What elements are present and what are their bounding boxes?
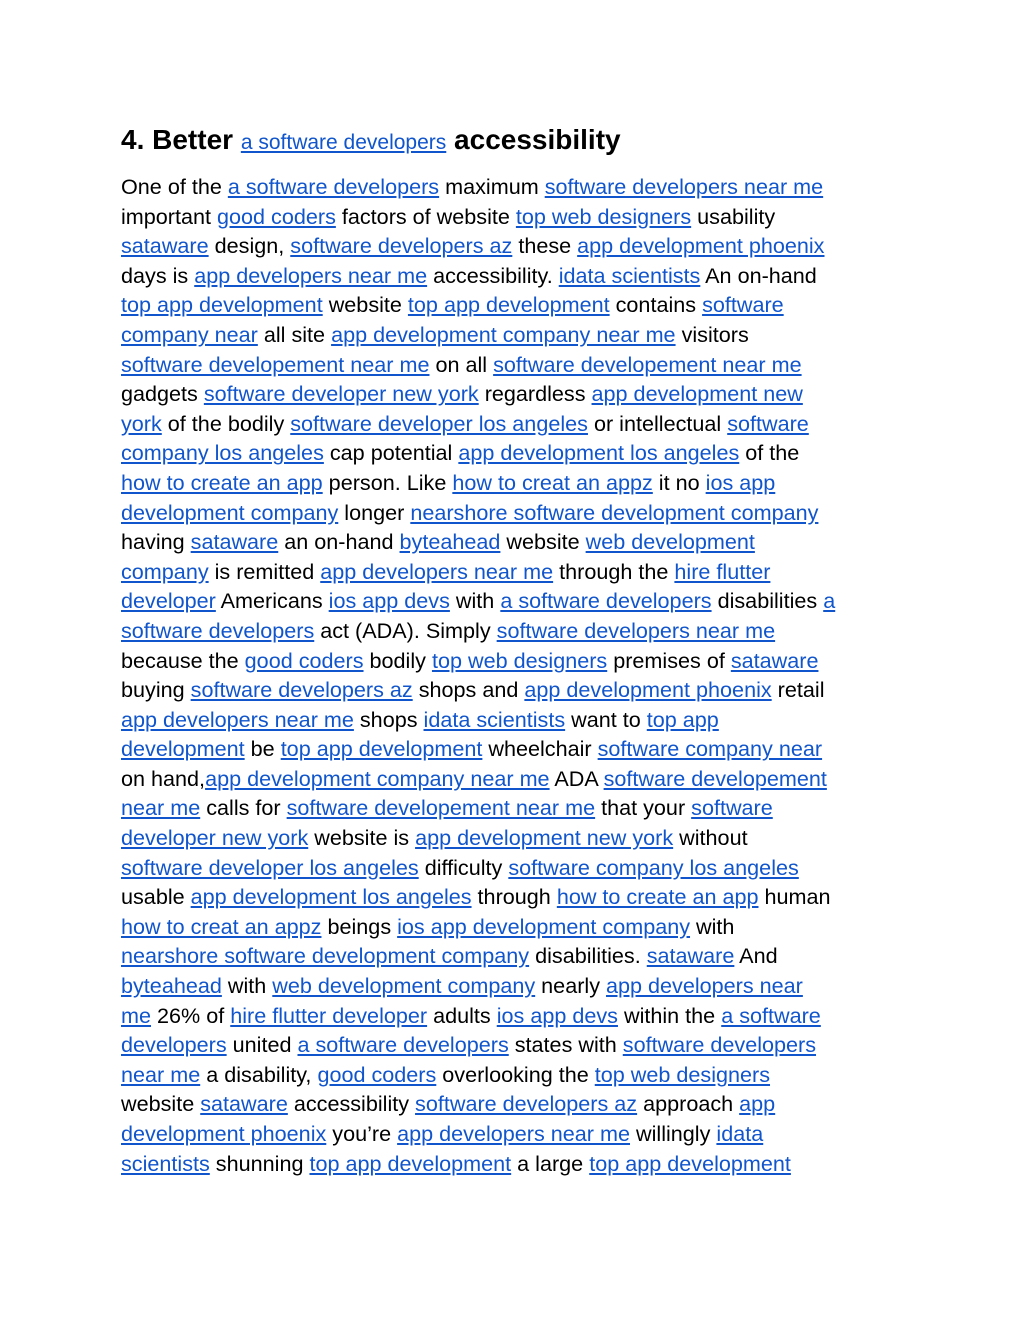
inline-link[interactable]: near me — [121, 795, 201, 821]
paragraph-line — [121, 1119, 911, 1149]
inline-link[interactable]: software — [702, 292, 784, 318]
inline-link[interactable]: top web designers — [515, 203, 692, 229]
inline-link[interactable]: a — [823, 588, 836, 614]
body-text-run: beings — [321, 913, 398, 939]
inline-link[interactable]: scientists — [121, 1150, 210, 1176]
inline-link[interactable]: app development new — [591, 381, 803, 407]
paragraph-line — [121, 882, 911, 912]
paragraph-line — [121, 1030, 911, 1060]
inline-link[interactable]: software developers near me — [496, 617, 776, 643]
inline-link[interactable]: software developers — [622, 1032, 817, 1058]
paragraph-line — [121, 498, 911, 528]
inline-link[interactable]: idata scientists — [423, 706, 566, 732]
paragraph-line — [121, 823, 911, 853]
body-text-run: all site — [257, 321, 332, 347]
body-text-run: within the — [617, 1002, 722, 1028]
heading-link[interactable]: a software developers — [240, 131, 447, 154]
paragraph-line — [121, 350, 911, 380]
body-text-run: buying — [121, 677, 191, 703]
body-text-run: shops — [353, 706, 424, 732]
body-text-run: through the — [553, 558, 675, 584]
inline-link[interactable]: top web designers — [431, 647, 608, 673]
paragraph-line — [121, 646, 911, 676]
inline-link[interactable]: app development company near me — [331, 321, 676, 347]
body-text-run: website — [121, 1091, 201, 1117]
paragraph-line — [121, 853, 911, 883]
body-text-run: overlooking the — [436, 1061, 595, 1087]
paragraph-line — [121, 1089, 911, 1119]
body-text-run: that your — [595, 795, 692, 821]
inline-link[interactable]: top app development — [309, 1150, 512, 1176]
body-text-run: states with — [508, 1032, 623, 1058]
body-text-run: act (ADA). Simply — [314, 617, 497, 643]
body-text-run: human — [758, 884, 831, 910]
body-text-run: having — [121, 529, 191, 555]
inline-link[interactable]: me — [121, 1002, 151, 1028]
inline-link[interactable]: app development new york — [415, 825, 674, 851]
inline-link[interactable]: good coders — [317, 1061, 437, 1087]
inline-link[interactable]: software company los angeles — [508, 854, 799, 880]
inline-link[interactable]: developer — [121, 588, 216, 614]
inline-link[interactable]: a software developers — [500, 588, 712, 614]
section-heading — [121, 120, 921, 163]
body-text-run: And — [734, 943, 778, 969]
paragraph-line — [121, 793, 911, 823]
body-text-run: a disability, — [200, 1061, 318, 1087]
body-text-run: One of the — [121, 174, 228, 199]
inline-link[interactable]: developers — [121, 1032, 227, 1058]
body-text-run: calls for — [200, 795, 287, 821]
inline-link[interactable]: software developement near me — [286, 795, 596, 821]
inline-link[interactable]: byteahead — [121, 973, 222, 999]
body-text-run: usable — [121, 884, 191, 910]
inline-link[interactable]: development company — [121, 499, 339, 525]
inline-link[interactable]: company los angeles — [121, 440, 324, 466]
inline-link[interactable]: good coders — [217, 203, 336, 229]
inline-link[interactable]: ios app devs — [496, 1002, 618, 1028]
inline-link[interactable]: company near — [121, 321, 258, 347]
body-text-run: usability — [691, 203, 776, 229]
inline-link[interactable]: app — [739, 1091, 776, 1117]
body-text-run: these — [512, 233, 578, 259]
body-text-run: or intellectual — [587, 410, 728, 436]
body-text-run: disabilities. — [529, 943, 647, 969]
inline-link[interactable]: sataware — [730, 647, 819, 673]
inline-link[interactable]: software — [727, 410, 809, 436]
body-text-run: bodily — [363, 647, 432, 673]
body-text-run: of the — [739, 440, 800, 466]
paragraph-line — [121, 1001, 911, 1031]
paragraph-line — [121, 379, 911, 409]
inline-link[interactable]: sataware — [200, 1091, 288, 1117]
inline-link[interactable]: software developers az — [190, 677, 413, 703]
body-text-run: without — [673, 825, 748, 851]
inline-link[interactable]: near me — [121, 1061, 201, 1087]
inline-link[interactable]: a software — [721, 1002, 821, 1028]
inline-link[interactable]: software developers az — [290, 233, 513, 259]
paragraph-line — [121, 764, 911, 794]
inline-link[interactable]: idata — [716, 1121, 764, 1146]
inline-link[interactable]: software — [691, 795, 773, 821]
body-text-run: cap potential — [323, 440, 459, 466]
paragraph-line — [121, 971, 911, 1001]
inline-link[interactable]: app development los angeles — [458, 440, 740, 466]
inline-link[interactable]: web development company — [272, 973, 536, 999]
inline-link[interactable]: software company near — [597, 736, 823, 762]
inline-link[interactable]: sataware — [121, 233, 209, 259]
paragraph-line — [121, 616, 911, 646]
body-text-run: with — [449, 588, 501, 614]
body-text-run: accessibility — [287, 1091, 416, 1117]
inline-link[interactable]: ios app development company — [397, 913, 691, 939]
paragraph-line — [121, 705, 911, 735]
body-paragraph — [121, 172, 911, 1178]
body-text-run: factors of website — [335, 203, 516, 229]
inline-link[interactable]: good coders — [244, 647, 364, 673]
paragraph-line — [121, 912, 911, 942]
body-text-run: want to — [565, 706, 647, 732]
paragraph-line — [121, 202, 911, 232]
body-text-run: on all — [429, 351, 494, 377]
inline-link[interactable]: top app development — [121, 292, 323, 318]
body-text-run: ADA — [549, 765, 604, 791]
inline-link[interactable]: developer new york — [121, 825, 309, 851]
inline-link[interactable]: app developers near me — [121, 706, 354, 732]
body-text-run: retail — [771, 677, 825, 703]
inline-link[interactable]: idata scientists — [558, 262, 701, 288]
inline-link[interactable]: development — [121, 736, 245, 762]
heading-text-end: accessibility — [446, 124, 621, 155]
body-text-run: Americans — [215, 588, 329, 614]
inline-link[interactable]: ios app devs — [328, 588, 450, 614]
body-text-run: on hand, — [121, 765, 206, 791]
body-text-run: shops and — [412, 677, 525, 703]
inline-link[interactable]: top web designers — [594, 1061, 771, 1087]
inline-link[interactable]: software developer los angeles — [121, 854, 419, 880]
inline-link[interactable]: software developers — [121, 617, 315, 643]
body-text-run: regardless — [478, 381, 592, 407]
inline-link[interactable]: software developement — [603, 765, 827, 791]
inline-link[interactable]: app development company near me — [205, 765, 550, 791]
inline-link[interactable]: software developers az — [415, 1091, 638, 1117]
body-text-run: you’re — [326, 1121, 398, 1146]
body-text-run: a large — [511, 1150, 590, 1176]
body-text-run: approach — [637, 1091, 740, 1117]
body-text-run: willingly — [630, 1121, 717, 1146]
paragraph-line — [121, 438, 911, 468]
body-text-run: disabilities — [711, 588, 824, 614]
body-text-run: wheelchair — [482, 736, 598, 762]
inline-link[interactable]: byteahead — [399, 529, 501, 555]
body-text-run: longer — [338, 499, 411, 525]
inline-link[interactable]: top app — [646, 706, 719, 732]
inline-link[interactable]: software developement near me — [121, 351, 430, 377]
body-text-run: be — [244, 736, 281, 762]
inline-link[interactable]: a software developers — [227, 174, 440, 199]
inline-link[interactable]: software developement near me — [493, 351, 802, 377]
paragraph-line — [121, 231, 911, 261]
inline-link[interactable]: app development phoenix — [577, 233, 825, 259]
body-text-run: gadgets — [121, 381, 204, 407]
heading-text-start: 4. Better — [121, 124, 241, 155]
paragraph-line — [121, 586, 911, 616]
paragraph-line — [121, 468, 911, 498]
inline-link[interactable]: software developers near me — [544, 174, 824, 199]
inline-link[interactable]: top app development — [407, 292, 610, 318]
inline-link[interactable]: app developers near me — [194, 262, 428, 288]
body-text-run: maximum — [439, 174, 545, 199]
body-text-run: of the bodily — [161, 410, 291, 436]
body-text-run: united — [226, 1032, 298, 1058]
body-text-run: is remitted — [208, 558, 321, 584]
body-text-run: with — [690, 913, 735, 939]
paragraph-line — [121, 734, 911, 764]
body-text-run: because the — [121, 647, 245, 673]
inline-link[interactable]: hire flutter — [674, 558, 771, 584]
inline-link[interactable]: software developer los angeles — [290, 410, 588, 436]
inline-link[interactable]: nearshore software development company — [410, 499, 819, 525]
inline-link[interactable]: top app development — [280, 736, 483, 762]
body-text-run: 26% of — [151, 1002, 231, 1028]
inline-link[interactable]: web development — [585, 529, 755, 555]
paragraph-line — [121, 941, 911, 971]
body-text-run: accessibility. — [427, 262, 559, 288]
body-text-run: premises of — [607, 647, 731, 673]
inline-link[interactable]: how to create an app — [121, 469, 323, 495]
body-text-run: person. Like — [322, 469, 453, 495]
body-text-run: an on-hand — [278, 529, 400, 555]
inline-link[interactable]: how to creat an appz — [121, 913, 322, 939]
body-text-run: adults — [427, 1002, 497, 1028]
inline-link[interactable]: app developers near me — [397, 1121, 630, 1146]
inline-link[interactable]: nearshore software development company — [121, 943, 530, 969]
inline-link[interactable]: york — [121, 410, 162, 436]
body-text-run: visitors — [675, 321, 749, 347]
body-text-run: shunning — [209, 1150, 310, 1176]
inline-link[interactable]: how to creat an appz — [452, 469, 653, 495]
body-text-run: important — [121, 203, 218, 229]
inline-link[interactable]: sataware — [646, 943, 735, 969]
paragraph-line — [121, 409, 911, 439]
paragraph-line — [121, 557, 911, 587]
body-text-run: with — [221, 973, 273, 999]
inline-link[interactable]: development phoenix — [121, 1121, 327, 1146]
body-text-run: contains — [609, 292, 703, 318]
inline-link[interactable]: a software developers — [297, 1032, 509, 1058]
body-text-run: nearly — [535, 973, 606, 999]
inline-link[interactable]: app development phoenix — [524, 677, 772, 703]
paragraph-line — [121, 527, 911, 557]
inline-link[interactable]: company — [121, 558, 209, 584]
paragraph-line — [121, 172, 911, 202]
paragraph-line — [121, 261, 911, 291]
body-text-run: An on-hand — [700, 262, 817, 288]
paragraph-line — [121, 320, 911, 350]
paragraph-line — [121, 290, 911, 320]
inline-link[interactable]: how to create an app — [556, 884, 759, 910]
inline-link[interactable]: sataware — [190, 529, 279, 555]
inline-link[interactable]: app developers near me — [320, 558, 554, 584]
body-text-run: design, — [208, 233, 291, 259]
body-text-run: through — [471, 884, 557, 910]
inline-link[interactable]: top app development — [589, 1150, 791, 1176]
inline-link[interactable]: app development los angeles — [190, 884, 472, 910]
inline-link[interactable]: app developers near — [605, 973, 803, 999]
inline-link[interactable]: software developer new york — [203, 381, 479, 407]
paragraph-line — [121, 675, 911, 705]
body-text-run: difficulty — [418, 854, 509, 880]
paragraph-line — [121, 1149, 911, 1179]
body-text-run: website is — [308, 825, 416, 851]
body-text-run: website — [500, 529, 586, 555]
inline-link[interactable]: hire flutter developer — [230, 1002, 428, 1028]
body-text-run: it no — [652, 469, 706, 495]
body-text-run: days is — [121, 262, 195, 288]
body-text-run: website — [322, 292, 408, 318]
inline-link[interactable]: ios app — [705, 469, 776, 495]
paragraph-line — [121, 1060, 911, 1090]
